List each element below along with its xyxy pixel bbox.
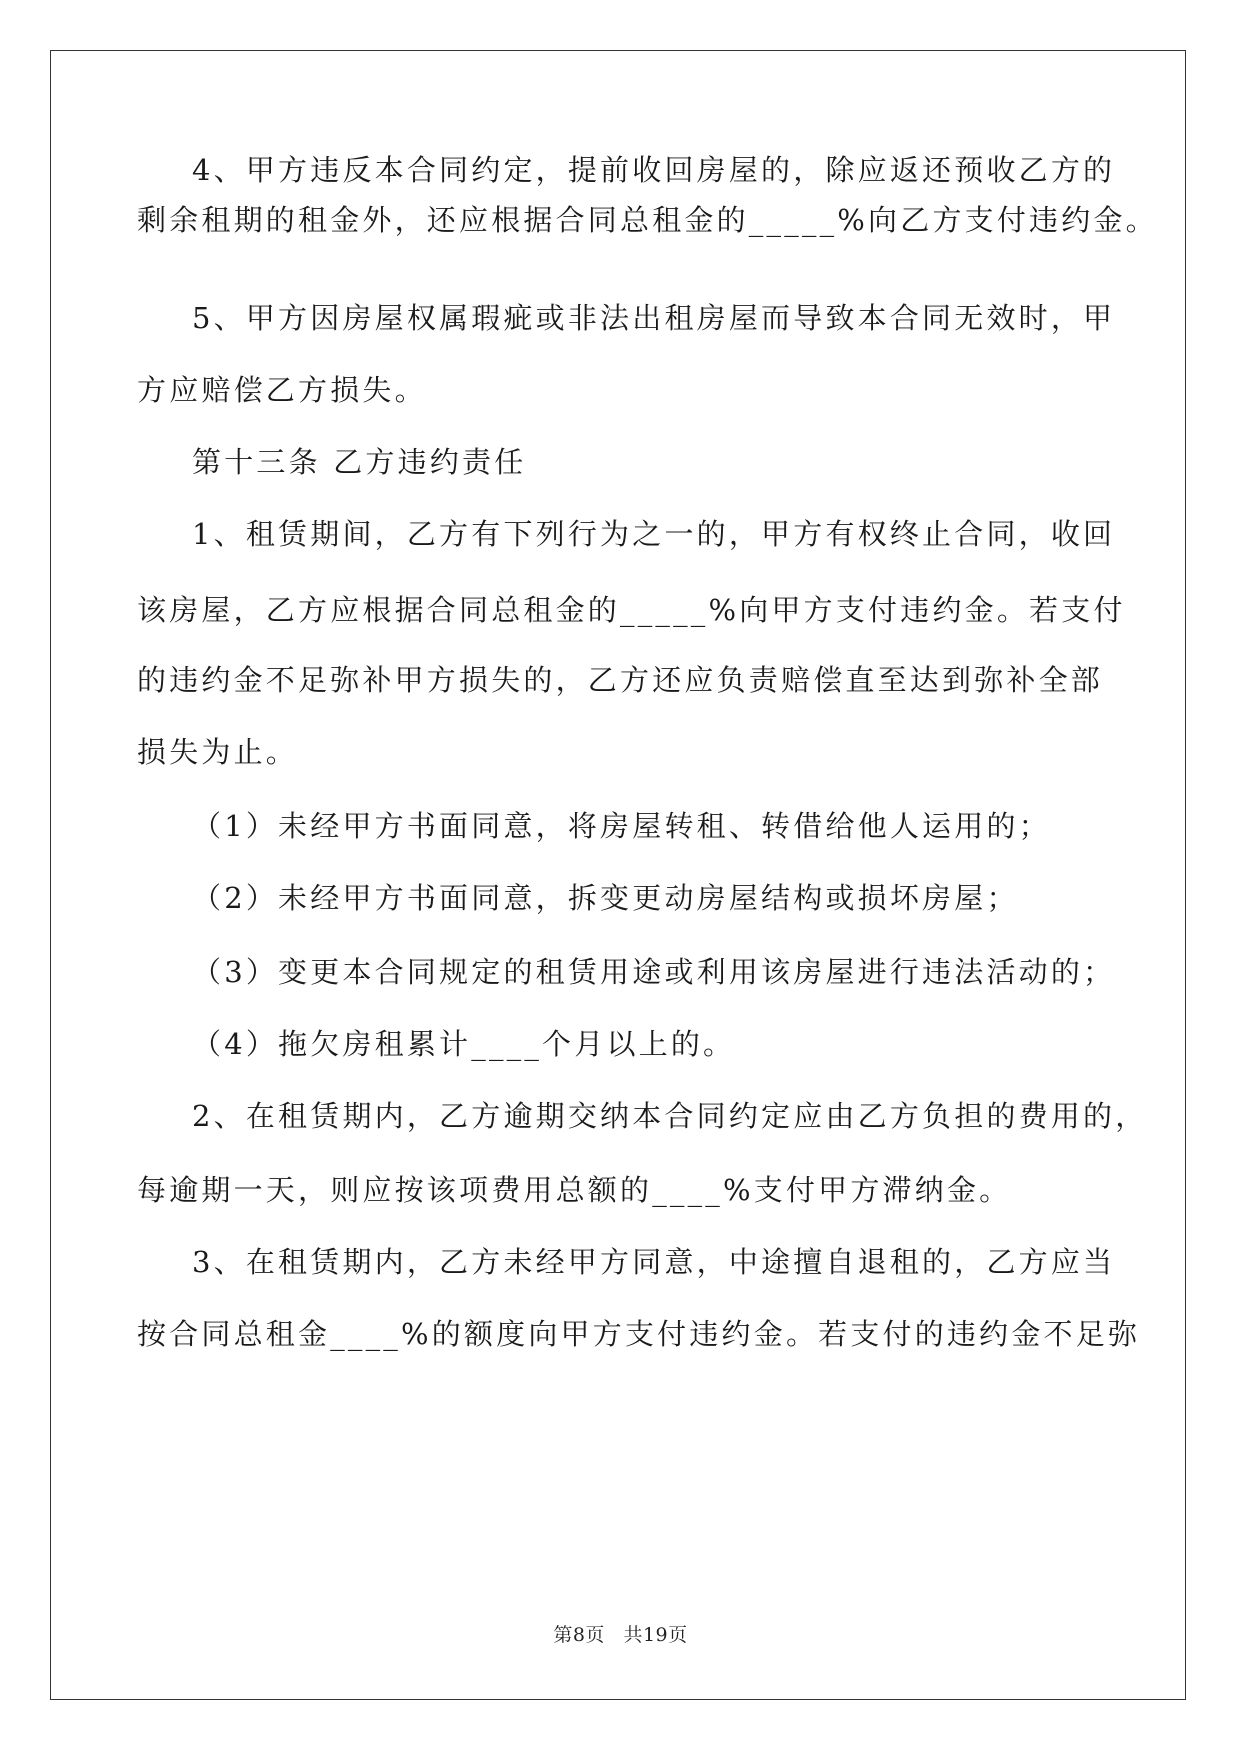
- text-line: 每逾期一天，则应按该项费用总额的____%支付甲方滞纳金。: [137, 1173, 1012, 1207]
- text-line: 损失为止。: [137, 735, 299, 769]
- text-line: 1、租赁期间，乙方有下列行为之一的，甲方有权终止合同，收回: [192, 517, 1116, 551]
- text-line: 按合同总租金____%的额度向甲方支付违约金。若支付的违约金不足弥: [137, 1317, 1141, 1351]
- list-item: （4）拖欠房租累计____个月以上的。: [192, 1027, 736, 1061]
- page-footer: [0, 1620, 1241, 1647]
- page-border: [50, 50, 1186, 1700]
- page-number: 第8页: [553, 1624, 605, 1646]
- text-line: 该房屋，乙方应根据合同总租金的_____%向甲方支付违约金。若支付: [137, 593, 1126, 627]
- text-line: 剩余租期的租金外，还应根据合同总租金的_____%向乙方支付违约金。: [137, 203, 1158, 237]
- text-line: 4、甲方违反本合同约定，提前收回房屋的，除应返还预收乙方的: [192, 153, 1116, 187]
- list-item: （2）未经甲方书面同意，拆变更动房屋结构或损坏房屋；: [192, 881, 1019, 915]
- list-item: （1）未经甲方书面同意，将房屋转租、转借给他人运用的；: [192, 809, 1051, 843]
- text-line: 方应赔偿乙方损失。: [137, 373, 427, 407]
- list-item: （3）变更本合同规定的租赁用途或利用该房屋进行违法活动的；: [192, 955, 1116, 989]
- text-line: 5、甲方因房屋权属瑕疵或非法出租房屋而导致本合同无效时，甲: [192, 301, 1116, 335]
- text-line: 3、在租赁期内，乙方未经甲方同意，中途擅自退租的，乙方应当: [192, 1245, 1116, 1279]
- section-heading: 第十三条 乙方违约责任: [192, 445, 527, 479]
- text-line: 2、在租赁期内，乙方逾期交纳本合同约定应由乙方负担的费用的，: [192, 1099, 1148, 1133]
- text-line: 的违约金不足弥补甲方损失的，乙方还应负责赔偿直至达到弥补全部: [137, 663, 1104, 697]
- page-total: 共19页: [623, 1624, 688, 1646]
